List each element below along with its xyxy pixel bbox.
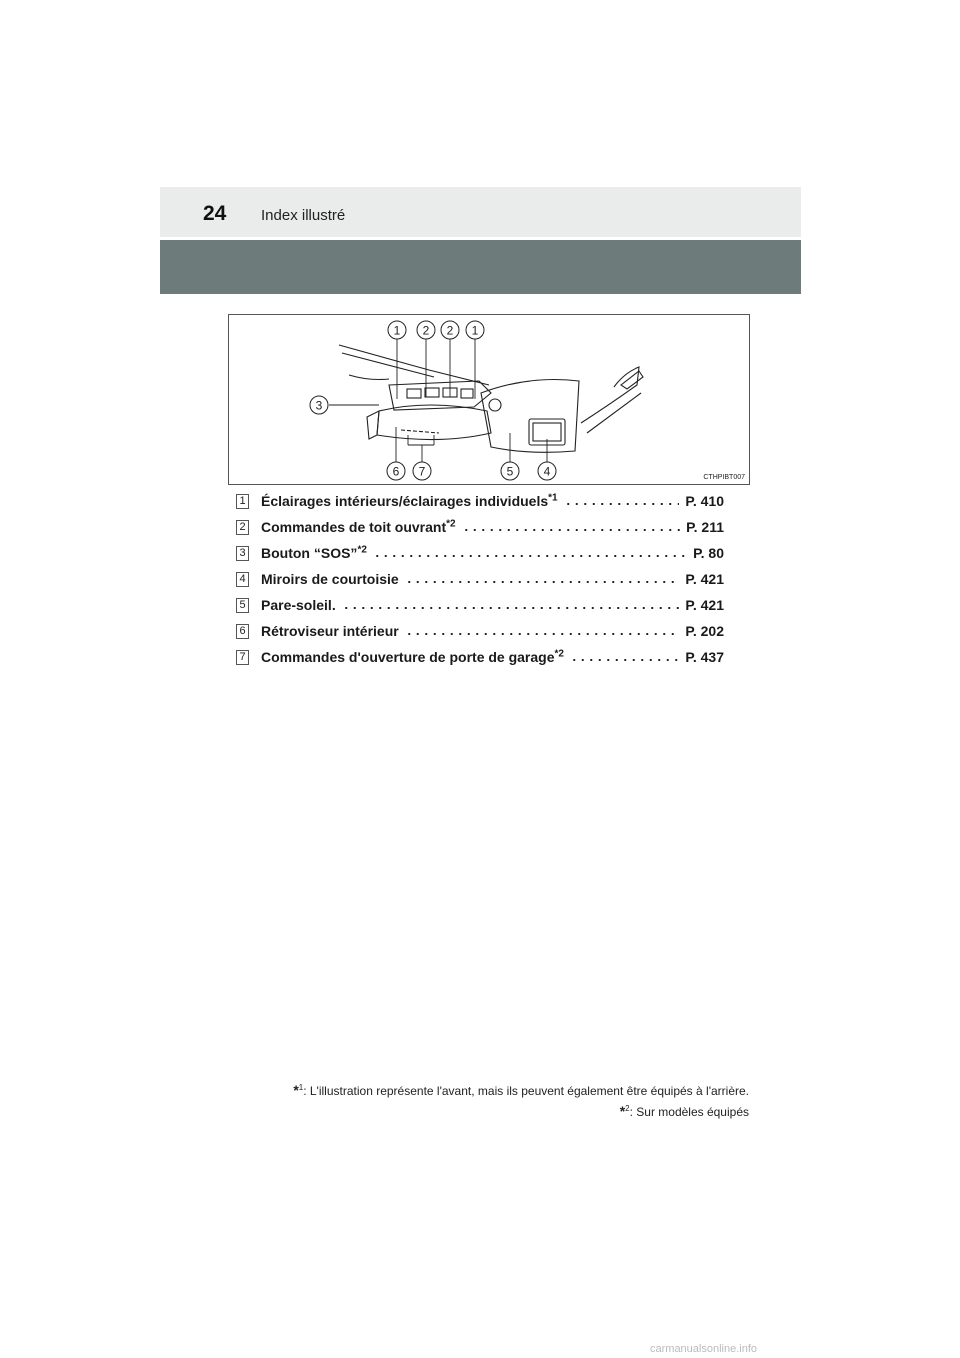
- dot-leader: [462, 523, 681, 537]
- dot-leader: [564, 497, 680, 511]
- footnote-ref: *2: [446, 518, 456, 530]
- page-reference[interactable]: P. 211: [686, 519, 724, 535]
- section-band: [160, 240, 801, 294]
- index-list: [232, 488, 724, 670]
- callout-5: 5: [506, 464, 514, 479]
- page-reference[interactable]: P. 421: [685, 571, 724, 587]
- dot-leader: [342, 601, 680, 615]
- item-label: Rétroviseur intérieur: [261, 623, 399, 639]
- item-number: 5: [236, 598, 249, 613]
- item-label: Éclairages intérieurs/éclairages individuels$^{*1}$: [261, 492, 558, 509]
- dot-leader: [373, 549, 687, 563]
- footnote-ref: *2: [554, 648, 564, 660]
- watermark: carmanualsonline.info: [650, 1343, 758, 1355]
- footnote-1: *$^1$: L'illustration représente l'avant, mais ils peuvent également être équipés à l'arrière.: [293, 1082, 749, 1098]
- item-label: Commandes de toit ouvrant$^{*2}$: [261, 518, 456, 535]
- index-item[interactable]: [232, 540, 724, 566]
- callout-7: 7: [418, 464, 426, 479]
- index-item[interactable]: [232, 592, 724, 618]
- index-item[interactable]: [232, 566, 724, 592]
- dot-leader: [405, 627, 680, 641]
- item-label: Pare-soleil.: [261, 597, 336, 613]
- index-item[interactable]: [232, 618, 724, 644]
- item-number: 3: [236, 546, 249, 561]
- illustration-figure: [228, 314, 750, 485]
- footnote-ref: *2: [357, 544, 367, 556]
- page-reference[interactable]: P. 202: [685, 623, 724, 639]
- dot-leader: [405, 575, 680, 589]
- callout-6: 6: [392, 464, 400, 479]
- index-item[interactable]: [232, 644, 724, 670]
- item-label: Commandes d'ouverture de porte de garage$^{*2}$: [261, 648, 564, 665]
- page-reference[interactable]: P. 80: [693, 545, 724, 561]
- item-number: 4: [236, 572, 249, 587]
- page-number: 24: [203, 202, 227, 225]
- item-number: 1: [236, 494, 249, 509]
- item-label: Miroirs de courtoisie: [261, 571, 399, 587]
- callout-2-left: 2: [422, 323, 430, 338]
- item-number: 6: [236, 624, 249, 639]
- callout-2-right: 2: [446, 323, 454, 338]
- item-number: 2: [236, 520, 249, 535]
- item-number: 7: [236, 650, 249, 665]
- index-item[interactable]: [232, 514, 724, 540]
- callout-3: 3: [315, 398, 323, 413]
- page-reference[interactable]: P. 421: [685, 597, 724, 613]
- callout-1-left: 1: [393, 323, 401, 338]
- index-item[interactable]: [232, 488, 724, 514]
- callout-4: 4: [543, 464, 551, 479]
- overhead-console-illustration: [229, 315, 749, 484]
- header-bar: [160, 187, 801, 237]
- page-reference[interactable]: P. 410: [685, 493, 724, 509]
- callout-1-right: 1: [471, 323, 479, 338]
- page-reference[interactable]: P. 437: [685, 649, 724, 665]
- footnote-ref: *1: [548, 492, 558, 504]
- footnote-2: *$^2$: Sur modèles équipés: [619, 1103, 749, 1119]
- footnotes: [293, 1079, 749, 1121]
- figure-code: CTHPIBT007: [703, 474, 745, 481]
- section-title: Index illustré: [261, 207, 346, 224]
- dot-leader: [570, 653, 679, 667]
- item-label: Bouton “SOS”$^{*2}$: [261, 544, 367, 561]
